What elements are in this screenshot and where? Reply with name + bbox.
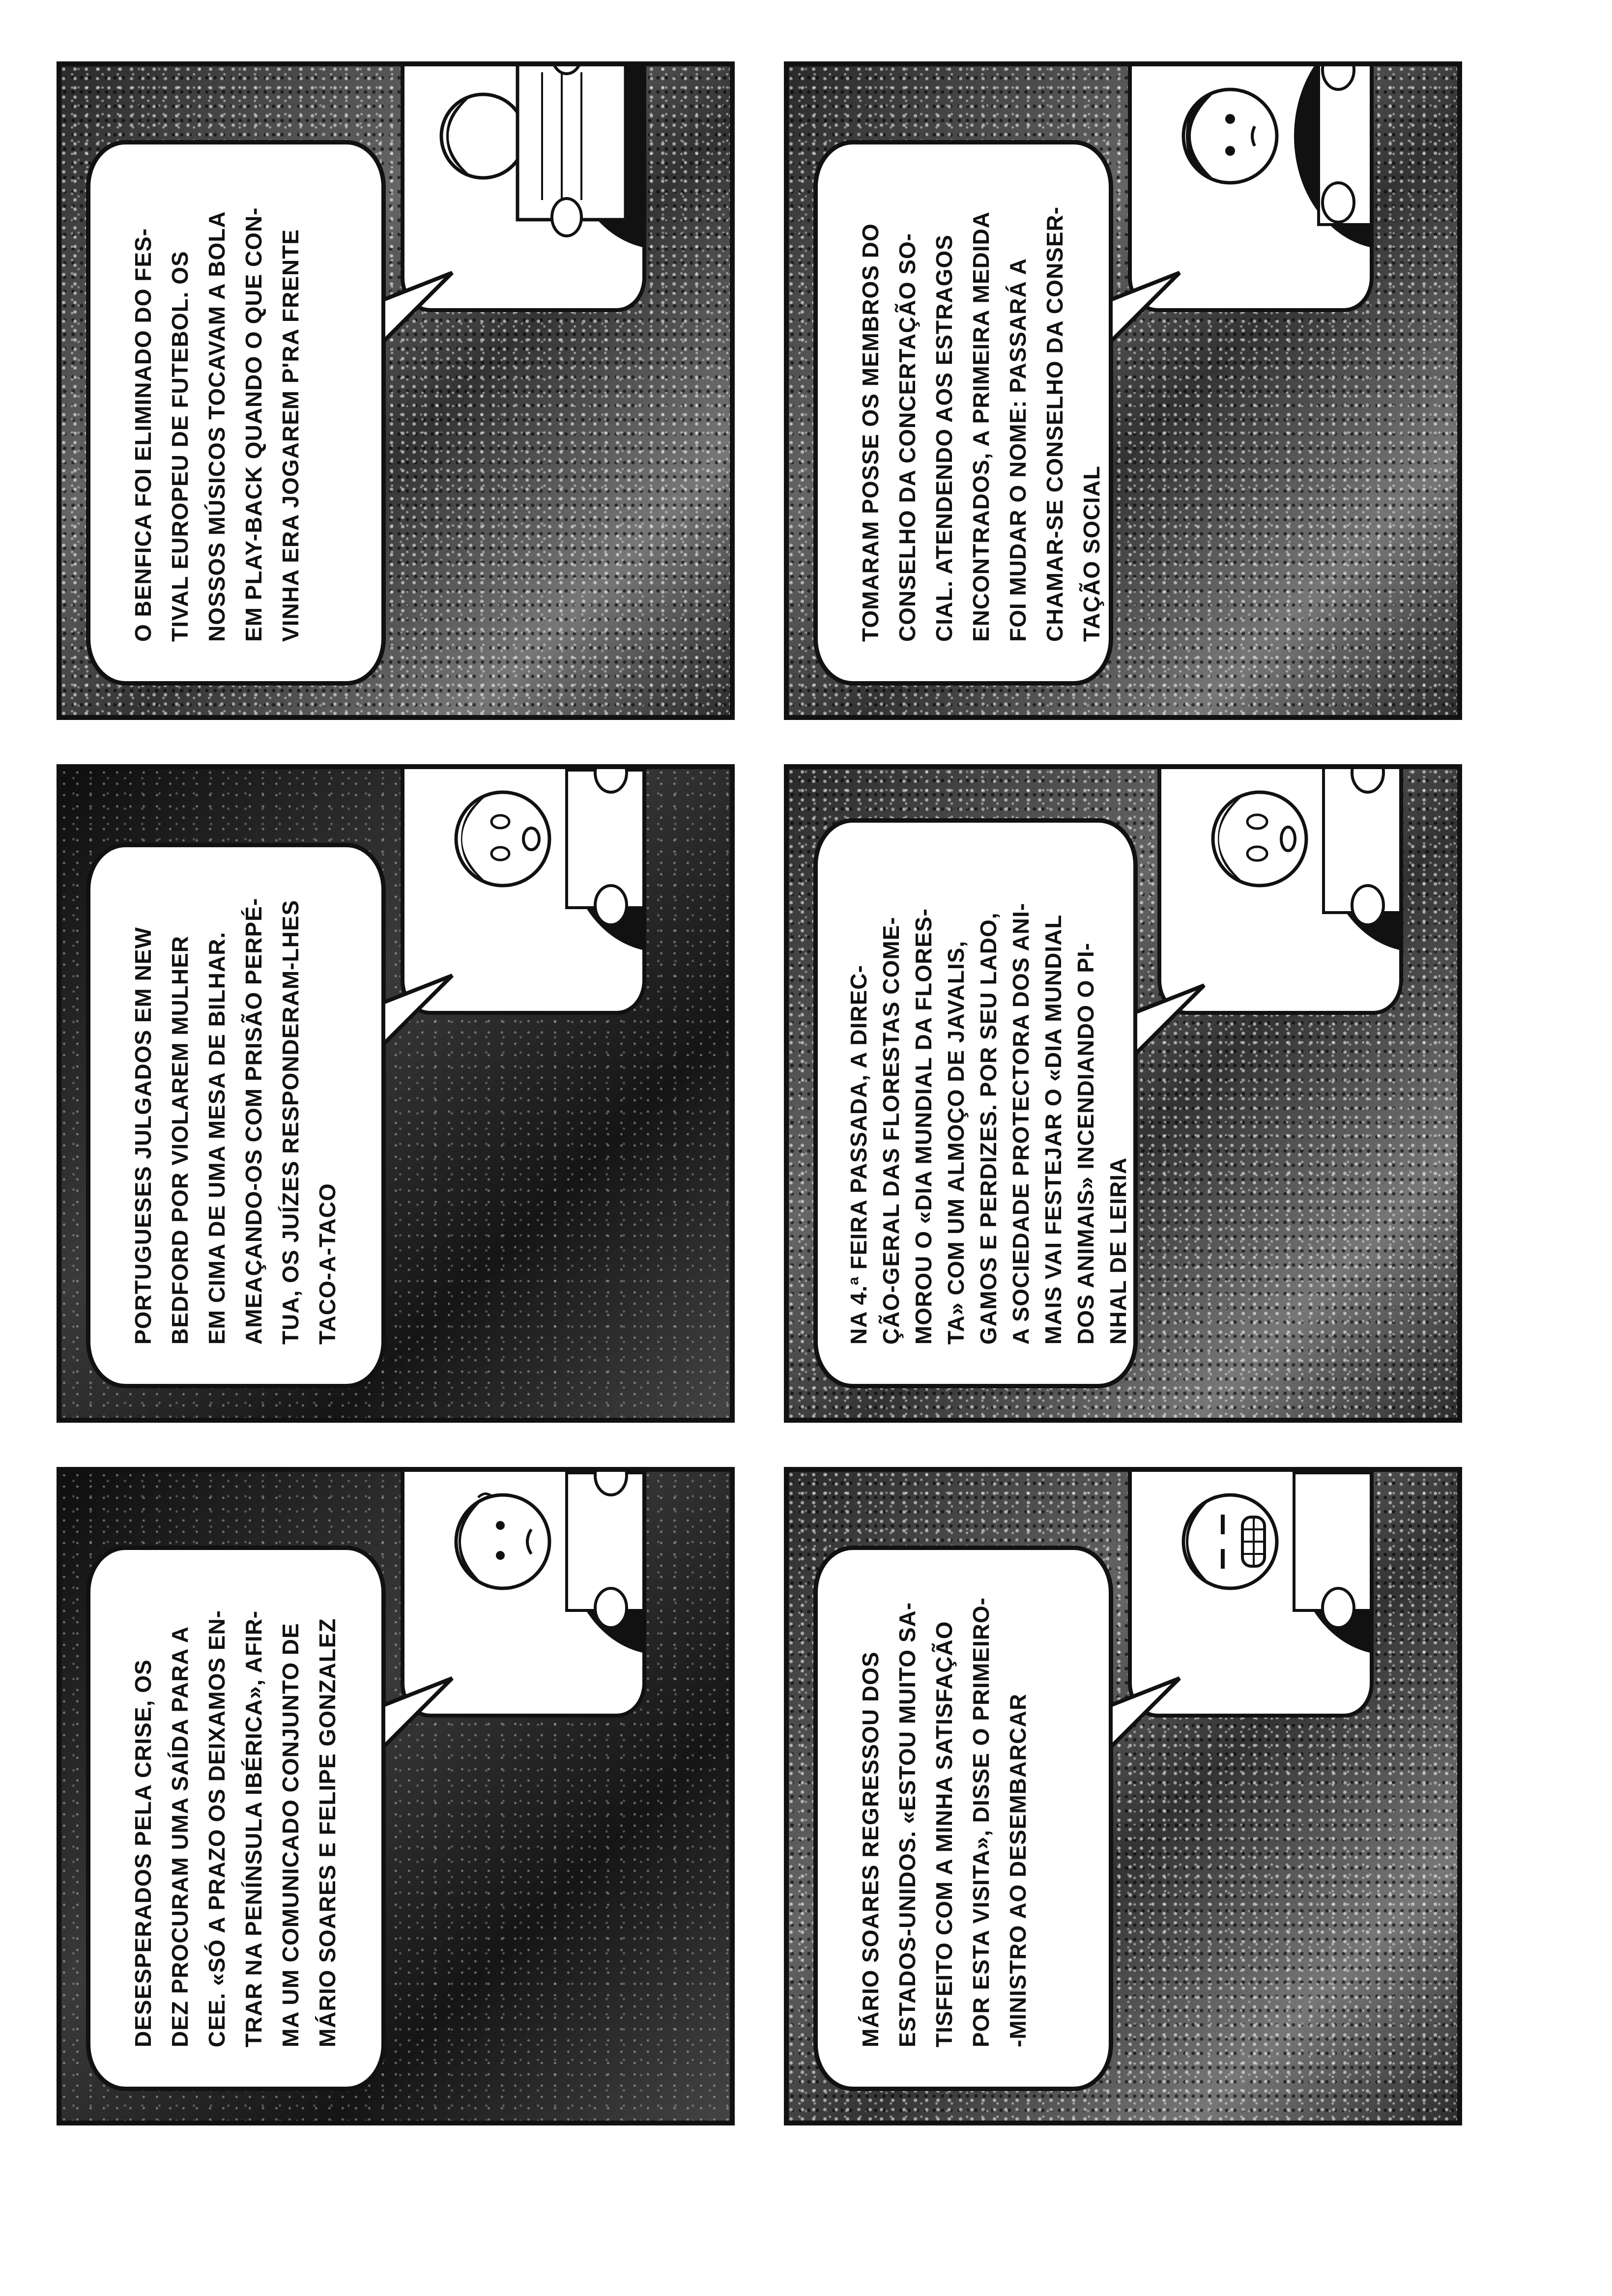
speech-bubble (86, 1546, 386, 2091)
speech-bubble (86, 140, 386, 686)
speech-bubble (813, 1546, 1113, 2091)
bubble-text: DESESPERADOS PELA CRISE, OS DEZ PROCURAM UMA SAÍDA PARA A CEE. «SÓ A PRAZO OS DEIXAMOS EN- TRAR NA PENÍNSULA IBÉRICA», AFIR- MA UM COMUNICADO CONJUNTO DE MÁRIO SOARES E FELIPE GONZALEZ (130, 1610, 340, 2047)
panel-florestas (784, 764, 1462, 1423)
speech-bubble (813, 818, 1138, 1388)
bubble-tail (1130, 980, 1209, 1059)
panel-concertacao (784, 61, 1462, 720)
bubble-tail (1106, 268, 1184, 346)
bubble-text: PORTUGUESES JULGADOS EM NEW BEDFORD POR VIOLAREM MULHER EM CIMA DE UMA MESA DE BILHAR. AMEAÇANDO-OS COM PRISÃO PERPÉ- TUA, OS JUÍZES RESPONDERAM-LHES TACO-A-TACO (130, 897, 340, 1345)
panel-cee (57, 1467, 735, 2125)
bubble-text: NA 4.ª FEIRA PASSADA, A DIREC- ÇÃO-GERAL DAS FLORESTAS COME- MOROU O «DIA MUNDIAL DA FLORES- TA» COM UM ALMOÇO DE JAVALIS, GAMOS E PERDIZES. POR SEU LADO, A SOCIEDADE PROTECTORA DOS ANI- MAIS VAI FESTEJAR O «DIA MUNDIAL DOS ANIMAIS» INCENDIANDO O PI- NHAL DE LEIRIA (846, 902, 1131, 1345)
bubble-tail (378, 268, 457, 346)
bubble-tail (378, 971, 457, 1049)
bubble-text: TOMARAM POSSE OS MEMBROS DO CONSELHO DA CONCERTAÇÃO SO- CIAL. ATENDENDO AOS ESTRAGOS ENCONTRADOS, A PRIMEIRA MEDIDA FOI MUDAR O NOME: PASSARÁ A CHAMAR-SE CONSELHO DA CONSER- TAÇÃO SOCIAL (858, 206, 1104, 642)
panel-mario-soares (784, 1467, 1462, 2125)
panel-benfica (57, 61, 735, 720)
tv-screen (1157, 764, 1403, 1015)
bubble-tail (378, 1673, 457, 1752)
news-anchor-figure (1161, 764, 1403, 1011)
speech-bubble (86, 843, 386, 1388)
speech-bubble (813, 140, 1113, 686)
panel-new-bedford (57, 764, 735, 1423)
bubble-text: MÁRIO SOARES REGRESSOU DOS ESTADOS-UNIDOS. «ESTOU MUITO SA- TISFEITO COM A MINHA SATISFAÇÃO POR ESTA VISITA», DISSE O PRIMEIRO- -MINISTRO AO DESEMBARCAR (858, 1597, 1031, 2047)
bubble-tail (1106, 1673, 1184, 1752)
bubble-text: O BENFICA FOI ELIMINADO DO FES- TIVAL EUROPEU DE FUTEBOL. OS NOSSOS MÚSICOS TOCAVAM A BOLA EM PLAY-BACK QUANDO O QUE CON- VINHA ERA JOGAREM P'RA FRENTE (130, 207, 303, 642)
